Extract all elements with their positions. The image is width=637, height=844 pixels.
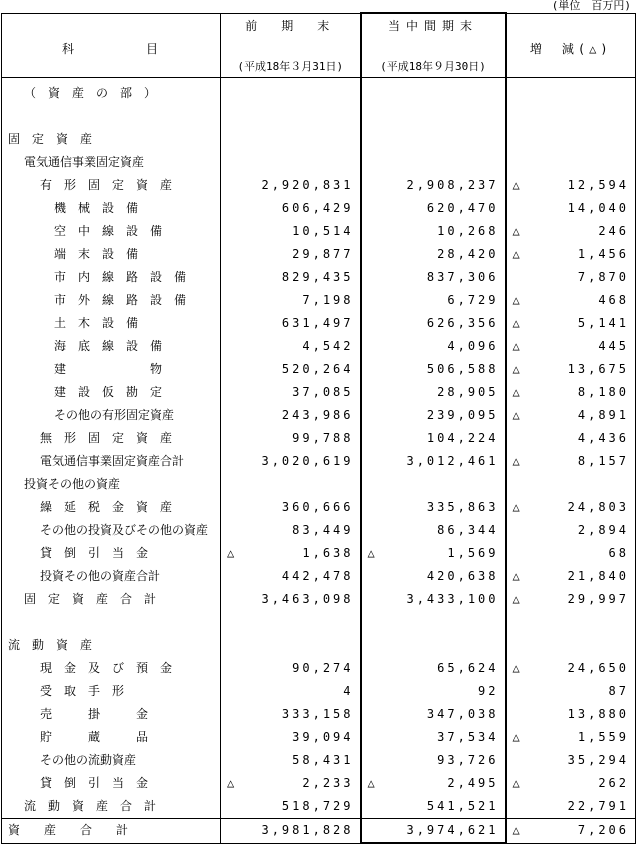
table-row [2,243,636,266]
current-amount: 420,638 [426,569,499,583]
total-current-amount: 3,974,621 [406,823,499,837]
current-value [361,128,506,151]
current-value [361,496,506,519]
prev-amount: 39,094 [292,730,354,744]
diff-value [506,427,636,450]
row-label: 固 定 資 産 [2,128,221,151]
table-row [2,749,636,772]
diff-amount: 35,294 [567,753,629,767]
negative-mark: △ [512,454,523,468]
row-label: 流 動 資 産 合 計 [2,795,221,819]
prev-amount: 4,542 [302,339,354,353]
prev-amount: 631,497 [281,316,354,330]
total-diff-value [506,819,636,844]
prev-value [221,565,361,588]
table-row [2,450,636,473]
current-value [361,611,506,634]
diff-amount: 445 [598,339,629,353]
table-row [2,404,636,427]
row-label: 貯 蔵 品 [2,726,221,749]
table-row [2,473,636,496]
diff-amount: 13,675 [567,362,629,376]
negative-mark: △ [512,293,523,307]
current-amount: 1,569 [447,546,499,560]
current-value [361,151,506,174]
current-amount: 104,224 [426,431,499,445]
header-diff [506,13,636,78]
diff-amount: 21,840 [567,569,629,583]
current-value [361,795,506,819]
current-value [361,542,506,565]
prev-amount: 360,666 [281,500,354,514]
current-value [361,358,506,381]
prev-value [221,657,361,680]
table-row [2,634,636,657]
current-amount: 92 [478,684,499,698]
balance-sheet-table [1,12,636,844]
total-diff-amount: 7,206 [577,823,629,838]
current-value [361,381,506,404]
current-value [361,726,506,749]
prev-value [221,128,361,151]
diff-value [506,519,636,542]
row-label: 空 中 線 設 備 [2,220,221,243]
prev-amount: 10,514 [292,224,354,238]
header-current-title: 当中間期末 [387,19,478,33]
prev-amount: 7,198 [302,293,354,307]
row-label: 投資その他の資産 [2,473,221,496]
prev-value [221,680,361,703]
row-label: 貸 倒 引 当 金 [2,542,221,565]
current-amount: 626,356 [426,316,499,330]
current-amount: 239,095 [426,408,499,422]
diff-amount: 1,456 [577,247,629,261]
diff-value [506,151,636,174]
table-row [2,427,636,450]
row-label: 海 底 線 設 備 [2,335,221,358]
current-amount: 347,038 [426,707,499,721]
diff-amount: 468 [598,293,629,307]
row-label: 売 掛 金 [2,703,221,726]
table-row [2,611,636,634]
table-row [2,220,636,243]
table-row [2,657,636,680]
prev-value [221,496,361,519]
diff-value [506,404,636,427]
current-value [361,450,506,473]
diff-amount: 68 [608,546,629,560]
diff-value [506,565,636,588]
row-label: 現 金 及 び 預 金 [2,657,221,680]
diff-value [506,174,636,197]
prev-value [221,335,361,358]
prev-value [221,220,361,243]
current-amount: 10,268 [437,224,499,238]
diff-value [506,795,636,819]
prev-value [221,703,361,726]
table-row [2,312,636,335]
diff-value [506,588,636,611]
diff-value [506,634,636,657]
diff-amount: 14,040 [567,201,629,215]
header-diff-label: 増 減(△) [529,41,612,56]
negative-mark: △ [367,776,378,790]
negative-mark: △ [512,776,523,790]
diff-value [506,542,636,565]
table-row [2,703,636,726]
prev-amount: 3,020,619 [261,454,354,468]
current-value [361,174,506,197]
table-row [2,105,636,128]
row-label: 電気通信事業固定資産 [2,151,221,174]
table-row [2,542,636,565]
negative-mark: △ [227,546,238,560]
current-amount: 28,905 [437,385,499,399]
current-value [361,588,506,611]
row-label: （ 資 産 の 部 ） [2,78,221,106]
diff-value [506,128,636,151]
current-value [361,749,506,772]
diff-amount: 24,650 [567,661,629,675]
negative-mark: △ [512,316,523,330]
row-label: 有 形 固 定 資 産 [2,174,221,197]
diff-amount: 5,141 [577,316,629,330]
current-value [361,78,506,106]
row-label: 端 末 設 備 [2,243,221,266]
prev-value [221,78,361,106]
diff-amount: 24,803 [567,500,629,514]
total-prev-value [221,819,361,844]
diff-amount: 2,894 [577,523,629,537]
row-label: その他の有形固定資産 [2,404,221,427]
current-amount: 335,863 [426,500,499,514]
current-amount: 2,908,237 [406,178,499,192]
current-value [361,565,506,588]
unit-note: (単位 百万円) [551,0,631,12]
current-value [361,335,506,358]
prev-value [221,772,361,795]
prev-amount: 606,429 [281,201,354,215]
prev-amount: 829,435 [281,270,354,284]
table-row [2,772,636,795]
row-label: 市 内 線 路 設 備 [2,266,221,289]
row-label: 受 取 手 形 [2,680,221,703]
prev-amount: 520,264 [281,362,354,376]
row-label: 固 定 資 産 合 計 [2,588,221,611]
current-value [361,266,506,289]
negative-mark: △ [512,385,523,399]
row-label [2,105,221,128]
prev-value [221,749,361,772]
current-value [361,404,506,427]
prev-value [221,427,361,450]
row-label: 機 械 設 備 [2,197,221,220]
row-label: 流 動 資 産 [2,634,221,657]
prev-value [221,174,361,197]
negative-mark: △ [512,569,523,583]
header-current-date: (平成18年９月30日) [380,60,486,73]
current-value [361,312,506,335]
row-label: 無 形 固 定 資 産 [2,427,221,450]
diff-value [506,680,636,703]
prev-value [221,289,361,312]
negative-mark: △ [512,823,523,837]
negative-mark: △ [512,730,523,744]
current-value [361,197,506,220]
current-value [361,427,506,450]
header-subject [2,13,221,78]
row-label: その他の流動資産 [2,749,221,772]
diff-value [506,450,636,473]
current-value [361,772,506,795]
row-label [2,611,221,634]
total-label: 資 産 合 計 [2,819,221,844]
prev-amount: 29,877 [292,247,354,261]
current-amount: 3,433,100 [406,592,499,606]
prev-value [221,151,361,174]
prev-value [221,197,361,220]
diff-amount: 262 [598,776,629,790]
row-label: 繰 延 税 金 資 産 [2,496,221,519]
diff-value [506,703,636,726]
header-prev [221,13,361,78]
diff-amount: 246 [598,224,629,238]
total-current-value [361,819,506,844]
prev-amount: 333,158 [281,707,354,721]
prev-value [221,473,361,496]
prev-value [221,588,361,611]
prev-value [221,312,361,335]
diff-amount: 13,880 [567,707,629,721]
prev-amount: 90,274 [292,661,354,675]
negative-mark: △ [512,247,523,261]
current-amount: 6,729 [447,293,499,307]
diff-amount: 1,559 [577,730,629,744]
diff-amount: 87 [608,684,629,698]
current-amount: 837,306 [426,270,499,284]
diff-amount: 8,157 [577,454,629,468]
prev-value [221,266,361,289]
prev-value [221,243,361,266]
diff-value [506,358,636,381]
diff-value [506,312,636,335]
diff-value [506,772,636,795]
negative-mark: △ [367,546,378,560]
current-amount: 541,521 [426,799,499,813]
prev-amount: 99,788 [292,431,354,445]
current-amount: 37,534 [437,730,499,744]
prev-value [221,611,361,634]
prev-amount: 3,463,098 [261,592,354,606]
prev-amount: 1,638 [302,546,354,560]
prev-amount: 58,431 [292,753,354,767]
diff-value [506,726,636,749]
diff-value [506,496,636,519]
prev-amount: 4 [343,684,354,698]
table-row [2,289,636,312]
total-row [2,819,636,844]
prev-value [221,404,361,427]
row-label: 電気通信事業固定資産合計 [2,450,221,473]
prev-amount: 2,233 [302,776,354,790]
row-label: 市 外 線 路 設 備 [2,289,221,312]
diff-value [506,381,636,404]
header-prev-date: (平成18年３月31日) [237,60,344,73]
prev-value [221,726,361,749]
negative-mark: △ [512,408,523,422]
negative-mark: △ [512,592,523,606]
table-row [2,197,636,220]
diff-amount: 4,891 [577,408,629,422]
current-value [361,220,506,243]
table-row [2,266,636,289]
prev-value [221,358,361,381]
header-prev-title: 前 期 末 [245,18,336,33]
diff-value [506,473,636,496]
prev-amount: 243,986 [281,408,354,422]
diff-value [506,78,636,106]
table-row [2,151,636,174]
table-row [2,78,636,106]
current-amount: 620,470 [426,201,499,215]
negative-mark: △ [512,661,523,675]
diff-value [506,105,636,128]
table-row [2,496,636,519]
negative-mark: △ [512,500,523,514]
row-label: 建 設 仮 勘 定 [2,381,221,404]
table-row [2,128,636,151]
header-subject-label: 科 目 [61,41,160,56]
prev-value [221,450,361,473]
negative-mark: △ [512,178,523,192]
prev-amount: 37,085 [292,385,354,399]
negative-mark: △ [512,362,523,376]
current-amount: 65,624 [437,661,499,675]
current-value [361,634,506,657]
diff-value [506,243,636,266]
negative-mark: △ [512,339,523,353]
negative-mark: △ [227,776,238,790]
table-row [2,795,636,819]
current-value [361,657,506,680]
row-label: その他の投資及びその他の資産 [2,519,221,542]
prev-value [221,542,361,565]
row-label: 土 木 設 備 [2,312,221,335]
diff-value [506,335,636,358]
prev-amount: 518,729 [281,799,354,813]
diff-amount: 8,180 [577,385,629,399]
prev-value [221,795,361,819]
table-row [2,726,636,749]
table-row [2,680,636,703]
diff-value [506,611,636,634]
negative-mark: △ [512,224,523,238]
table-row [2,335,636,358]
table-row [2,174,636,197]
prev-value [221,519,361,542]
current-amount: 3,012,461 [406,454,499,468]
current-amount: 28,420 [437,247,499,261]
diff-amount: 22,791 [567,799,629,813]
current-value [361,703,506,726]
table-row [2,588,636,611]
current-amount: 2,495 [447,776,499,790]
table-row [2,358,636,381]
current-amount: 506,588 [426,362,499,376]
diff-value [506,220,636,243]
table-row [2,381,636,404]
prev-value [221,381,361,404]
diff-value [506,289,636,312]
diff-amount: 12,594 [567,178,629,192]
table-row [2,565,636,588]
prev-value [221,634,361,657]
current-value [361,105,506,128]
diff-amount: 7,870 [577,270,629,284]
prev-amount: 83,449 [292,523,354,537]
current-amount: 4,096 [447,339,499,353]
prev-value [221,105,361,128]
prev-amount: 442,478 [281,569,354,583]
diff-value [506,657,636,680]
current-value [361,289,506,312]
current-value [361,519,506,542]
diff-value [506,266,636,289]
current-amount: 86,344 [437,523,499,537]
table-row [2,519,636,542]
table-header [2,13,636,78]
row-label: 貸 倒 引 当 金 [2,772,221,795]
diff-value [506,749,636,772]
current-amount: 93,726 [437,753,499,767]
diff-value [506,197,636,220]
header-current [361,13,506,78]
current-value [361,680,506,703]
diff-amount: 29,997 [567,592,629,606]
current-value [361,473,506,496]
current-value [361,243,506,266]
prev-amount: 2,920,831 [261,178,354,192]
total-prev-amount: 3,981,828 [261,823,354,838]
diff-amount: 4,436 [577,431,629,445]
row-label: 投資その他の資産合計 [2,565,221,588]
row-label: 建 物 [2,358,221,381]
